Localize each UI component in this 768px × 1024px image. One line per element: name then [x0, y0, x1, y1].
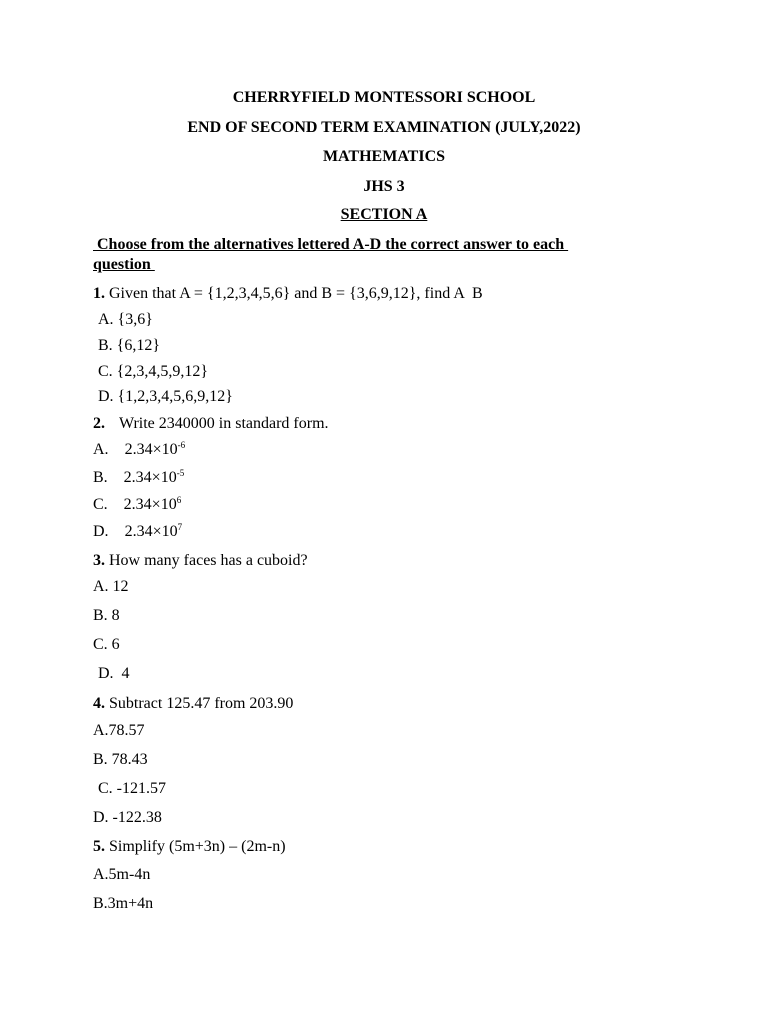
option-exponent: 7: [177, 522, 183, 532]
question-number: 5.: [93, 838, 105, 855]
question-text: Write 2340000 in standard form.: [119, 415, 329, 432]
question-text: Subtract 125.47 from 203.90: [105, 695, 294, 712]
option-1c: C. {2,3,4,5,9,12}: [98, 363, 209, 380]
option-2c: [93, 495, 181, 515]
option-exponent: -5: [176, 468, 185, 478]
option-5a: A.5m-4n: [93, 866, 151, 883]
option-1d: D. {1,2,3,4,5,6,9,12}: [98, 388, 233, 405]
question-5: [93, 837, 286, 857]
option-1a: A. {3,6}: [98, 311, 153, 328]
option-base: 2.34×10: [123, 496, 177, 513]
option-base: 2.34×10: [123, 469, 177, 486]
option-4c: C. -121.57: [98, 780, 166, 797]
option-4a: A.78.57: [93, 722, 145, 739]
school-name: CHERRYFIELD MONTESSORI SCHOOL: [232, 89, 536, 106]
question-text: Given that A = {1,2,3,4,5,6} and B = {3,6,9,12}, find A B: [105, 285, 483, 302]
option-3d: D. 4: [98, 665, 130, 682]
question-text: How many faces has a cuboid?: [105, 552, 308, 569]
option-base: 2.34×10: [124, 441, 178, 458]
option-5b: B.3m+4n: [93, 895, 154, 912]
option-2a: [93, 440, 185, 460]
exam-title: END OF SECOND TERM EXAMINATION (JULY,2022): [187, 119, 581, 136]
option-2b: [93, 468, 184, 488]
option-4d: D. -122.38: [93, 809, 162, 826]
instruction-line-2: question: [93, 256, 155, 273]
option-letter: D.: [93, 523, 109, 540]
option-2d: [93, 522, 182, 542]
instruction-line-1: Choose from the alternatives lettered A-D the correct answer to each: [93, 236, 569, 253]
class-title: JHS 3: [363, 178, 405, 195]
option-base: 2.34×10: [124, 523, 178, 540]
question-2: [93, 414, 329, 434]
option-exponent: -6: [177, 440, 186, 450]
option-4b: B. 78.43: [93, 751, 148, 768]
question-number: 3.: [93, 552, 105, 569]
question-text: Simplify (5m+3n) – (2m-n): [105, 838, 286, 855]
option-letter: C.: [93, 496, 108, 513]
question-number: 1.: [93, 285, 105, 302]
section-title: SECTION A: [340, 206, 428, 223]
question-1: [93, 284, 483, 304]
question-3: [93, 551, 308, 571]
option-3a: A. 12: [93, 578, 129, 595]
option-exponent: 6: [176, 495, 182, 505]
option-letter: A.: [93, 441, 109, 458]
question-number: 2.: [93, 415, 105, 432]
option-3b: B. 8: [93, 607, 120, 624]
option-1b: B. {6,12}: [98, 337, 161, 354]
instructions: [93, 235, 653, 275]
question-4: [93, 694, 293, 714]
question-number: 4.: [93, 695, 105, 712]
option-3c: C. 6: [93, 636, 120, 653]
option-letter: B.: [93, 469, 108, 486]
subject-title: MATHEMATICS: [322, 148, 446, 165]
